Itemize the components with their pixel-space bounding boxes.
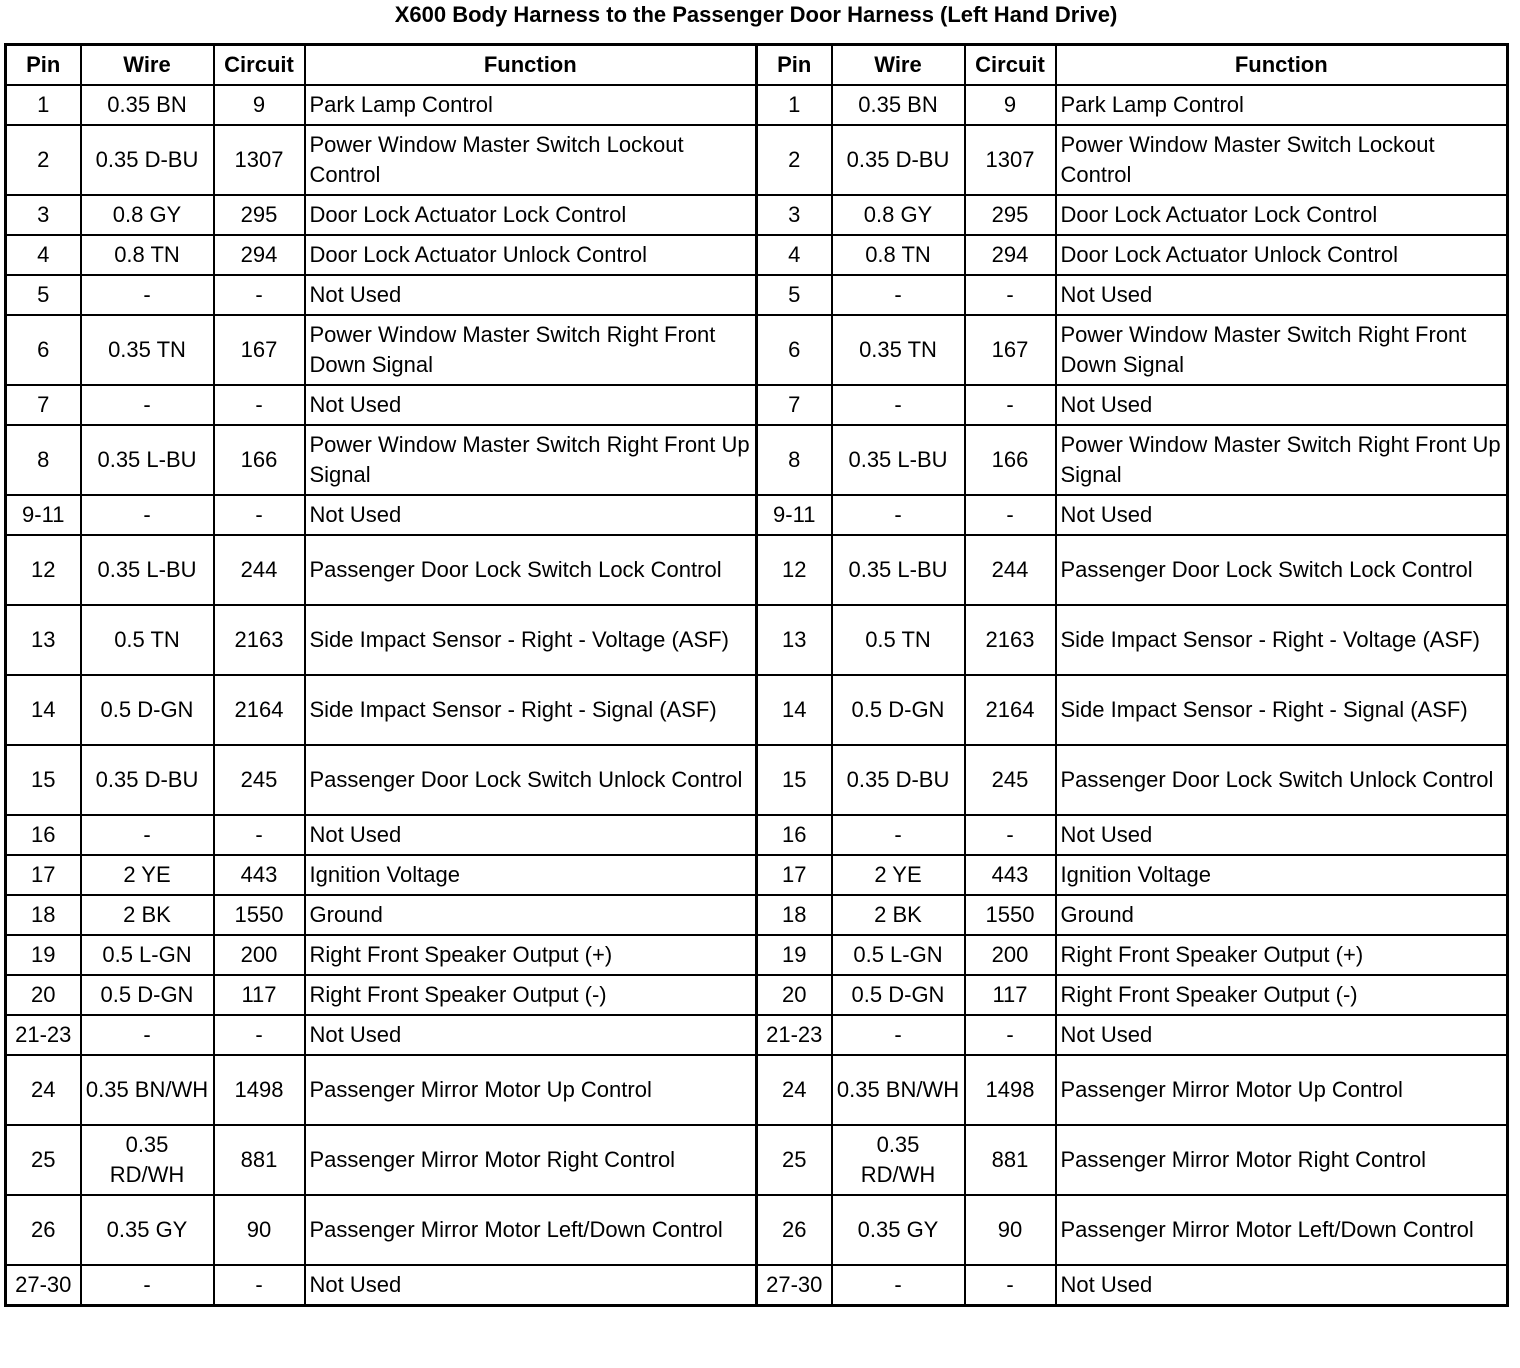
wire-cell: 0.8 TN (81, 235, 214, 275)
table-row (6, 1265, 1508, 1306)
pin-cell: 19 (6, 935, 81, 975)
header-pin: Pin (6, 45, 81, 86)
circuit-cell: 9 (965, 85, 1056, 125)
wire-cell: 0.35 RD/WH (81, 1125, 214, 1195)
wire-cell: 0.5 TN (832, 605, 965, 675)
function-cell: Power Window Master Switch Lockout Control (1056, 125, 1508, 195)
header-wire: Wire (832, 45, 965, 86)
wire-cell: 2 YE (832, 855, 965, 895)
table-row (6, 815, 1508, 855)
wire-cell: - (81, 495, 214, 535)
wire-cell: 0.5 D-GN (832, 675, 965, 745)
function-cell: Ground (1056, 895, 1508, 935)
pin-cell: 6 (757, 315, 832, 385)
pin-cell: 18 (6, 895, 81, 935)
circuit-cell: 1550 (965, 895, 1056, 935)
function-cell: Passenger Door Lock Switch Unlock Control (305, 745, 757, 815)
wire-cell: 0.5 L-GN (832, 935, 965, 975)
circuit-cell: 117 (965, 975, 1056, 1015)
pin-cell: 12 (757, 535, 832, 605)
pin-cell: 3 (757, 195, 832, 235)
pin-cell: 5 (757, 275, 832, 315)
circuit-cell: 245 (214, 745, 305, 815)
wire-cell: 0.35 TN (81, 315, 214, 385)
function-cell: Side Impact Sensor - Right - Signal (ASF) (305, 675, 757, 745)
circuit-cell: 245 (965, 745, 1056, 815)
table-row (6, 85, 1508, 125)
wire-cell: 0.5 D-GN (832, 975, 965, 1015)
table-row (6, 195, 1508, 235)
function-cell: Right Front Speaker Output (-) (1056, 975, 1508, 1015)
wire-cell: - (81, 815, 214, 855)
function-cell: Not Used (305, 815, 757, 855)
header-function: Function (305, 45, 757, 86)
circuit-cell: 244 (214, 535, 305, 605)
table-row (6, 125, 1508, 195)
table-row (6, 275, 1508, 315)
pin-cell: 1 (6, 85, 81, 125)
pin-cell: 17 (757, 855, 832, 895)
circuit-cell: - (965, 495, 1056, 535)
circuit-cell: 90 (214, 1195, 305, 1265)
wire-cell: 0.35 L-BU (81, 535, 214, 605)
function-cell: Not Used (305, 385, 757, 425)
wire-cell: 0.35 L-BU (832, 535, 965, 605)
pin-cell: 14 (6, 675, 81, 745)
pinout-table (4, 43, 1509, 1307)
pin-cell: 20 (6, 975, 81, 1015)
pin-cell: 18 (757, 895, 832, 935)
pin-cell: 12 (6, 535, 81, 605)
wire-cell: 0.35 D-BU (832, 125, 965, 195)
wire-cell: - (832, 1265, 965, 1306)
function-cell: Passenger Door Lock Switch Lock Control (305, 535, 757, 605)
pin-cell: 9-11 (757, 495, 832, 535)
pin-cell: 17 (6, 855, 81, 895)
function-cell: Door Lock Actuator Lock Control (1056, 195, 1508, 235)
table-row (6, 895, 1508, 935)
pin-cell: 15 (757, 745, 832, 815)
circuit-cell: 117 (214, 975, 305, 1015)
circuit-cell: - (965, 275, 1056, 315)
pin-cell: 19 (757, 935, 832, 975)
wire-cell: 0.5 TN (81, 605, 214, 675)
wire-cell: 0.35 D-BU (81, 125, 214, 195)
wire-cell: 0.5 D-GN (81, 975, 214, 1015)
table-row (6, 605, 1508, 675)
wire-cell: - (832, 275, 965, 315)
wire-cell: - (832, 495, 965, 535)
function-cell: Power Window Master Switch Right Front Down Signal (1056, 315, 1508, 385)
function-cell: Side Impact Sensor - Right - Voltage (ASF) (305, 605, 757, 675)
wire-cell: 2 BK (81, 895, 214, 935)
circuit-cell: 244 (965, 535, 1056, 605)
table-body (6, 85, 1508, 1306)
wire-cell: 0.35 BN (832, 85, 965, 125)
pin-cell: 16 (6, 815, 81, 855)
function-cell: Not Used (305, 495, 757, 535)
wire-cell: 0.35 TN (832, 315, 965, 385)
pin-cell: 13 (6, 605, 81, 675)
pin-cell: 6 (6, 315, 81, 385)
pin-cell: 2 (6, 125, 81, 195)
wire-cell: 2 YE (81, 855, 214, 895)
function-cell: Right Front Speaker Output (-) (305, 975, 757, 1015)
circuit-cell: 294 (965, 235, 1056, 275)
function-cell: Right Front Speaker Output (+) (1056, 935, 1508, 975)
pin-cell: 13 (757, 605, 832, 675)
wire-cell: 2 BK (832, 895, 965, 935)
circuit-cell: 443 (214, 855, 305, 895)
circuit-cell: - (965, 815, 1056, 855)
header-circuit: Circuit (214, 45, 305, 86)
pin-cell: 21-23 (757, 1015, 832, 1055)
wire-cell: - (832, 385, 965, 425)
pin-cell: 26 (6, 1195, 81, 1265)
pin-cell: 21-23 (6, 1015, 81, 1055)
wire-cell: - (832, 1015, 965, 1055)
table-row (6, 1195, 1508, 1265)
circuit-cell: - (214, 815, 305, 855)
circuit-cell: 167 (214, 315, 305, 385)
circuit-cell: 90 (965, 1195, 1056, 1265)
circuit-cell: 2163 (214, 605, 305, 675)
wire-cell: 0.8 TN (832, 235, 965, 275)
pin-cell: 1 (757, 85, 832, 125)
circuit-cell: - (965, 385, 1056, 425)
table-row (6, 495, 1508, 535)
table-row (6, 385, 1508, 425)
table-row (6, 935, 1508, 975)
circuit-cell: 167 (965, 315, 1056, 385)
table-row (6, 855, 1508, 895)
function-cell: Passenger Door Lock Switch Lock Control (1056, 535, 1508, 605)
wire-cell: 0.35 BN/WH (81, 1055, 214, 1125)
function-cell: Ground (305, 895, 757, 935)
header-function: Function (1056, 45, 1508, 86)
circuit-cell: 1307 (214, 125, 305, 195)
wire-cell: 0.35 GY (832, 1195, 965, 1265)
function-cell: Power Window Master Switch Lockout Control (305, 125, 757, 195)
function-cell: Passenger Mirror Motor Up Control (1056, 1055, 1508, 1125)
wire-cell: 0.5 D-GN (81, 675, 214, 745)
pin-cell: 9-11 (6, 495, 81, 535)
wire-cell: - (81, 275, 214, 315)
header-pin: Pin (757, 45, 832, 86)
circuit-cell: - (214, 1265, 305, 1306)
pin-cell: 7 (6, 385, 81, 425)
table-row (6, 1055, 1508, 1125)
function-cell: Passenger Mirror Motor Up Control (305, 1055, 757, 1125)
pin-cell: 26 (757, 1195, 832, 1265)
function-cell: Passenger Mirror Motor Right Control (1056, 1125, 1508, 1195)
header-row (6, 45, 1508, 86)
pin-cell: 4 (6, 235, 81, 275)
wire-cell: 0.8 GY (81, 195, 214, 235)
circuit-cell: 881 (214, 1125, 305, 1195)
circuit-cell: 2164 (965, 675, 1056, 745)
function-cell: Power Window Master Switch Right Front Down Signal (305, 315, 757, 385)
wire-cell: 0.35 BN (81, 85, 214, 125)
pin-cell: 15 (6, 745, 81, 815)
document-title: X600 Body Harness to the Passenger Door Harness (Left Hand Drive) (394, 2, 1118, 27)
circuit-cell: 1498 (214, 1055, 305, 1125)
table-row (6, 1015, 1508, 1055)
function-cell: Not Used (1056, 495, 1508, 535)
function-cell: Passenger Mirror Motor Right Control (305, 1125, 757, 1195)
pin-cell: 7 (757, 385, 832, 425)
pin-cell: 8 (6, 425, 81, 495)
circuit-cell: 166 (965, 425, 1056, 495)
circuit-cell: - (214, 1015, 305, 1055)
circuit-cell: - (214, 385, 305, 425)
function-cell: Not Used (1056, 385, 1508, 425)
table-row (6, 535, 1508, 605)
function-cell: Passenger Mirror Motor Left/Down Control (305, 1195, 757, 1265)
pin-cell: 24 (6, 1055, 81, 1125)
header-circuit: Circuit (965, 45, 1056, 86)
wire-cell: 0.35 L-BU (81, 425, 214, 495)
table-row (6, 745, 1508, 815)
wire-cell: - (81, 1015, 214, 1055)
circuit-cell: 1550 (214, 895, 305, 935)
function-cell: Side Impact Sensor - Right - Signal (ASF) (1056, 675, 1508, 745)
function-cell: Power Window Master Switch Right Front Up Signal (1056, 425, 1508, 495)
wire-cell: 0.5 L-GN (81, 935, 214, 975)
function-cell: Door Lock Actuator Lock Control (305, 195, 757, 235)
function-cell: Door Lock Actuator Unlock Control (305, 235, 757, 275)
function-cell: Park Lamp Control (1056, 85, 1508, 125)
function-cell: Not Used (1056, 815, 1508, 855)
wire-cell: - (832, 815, 965, 855)
wire-cell: 0.8 GY (832, 195, 965, 235)
function-cell: Passenger Mirror Motor Left/Down Control (1056, 1195, 1508, 1265)
wire-cell: - (81, 1265, 214, 1306)
pin-cell: 27-30 (757, 1265, 832, 1306)
function-cell: Door Lock Actuator Unlock Control (1056, 235, 1508, 275)
circuit-cell: 200 (965, 935, 1056, 975)
circuit-cell: 295 (965, 195, 1056, 235)
table-row (6, 235, 1508, 275)
function-cell: Not Used (1056, 1265, 1508, 1306)
circuit-cell: 200 (214, 935, 305, 975)
circuit-cell: 9 (214, 85, 305, 125)
pin-cell: 20 (757, 975, 832, 1015)
function-cell: Park Lamp Control (305, 85, 757, 125)
pin-cell: 25 (757, 1125, 832, 1195)
pin-cell: 24 (757, 1055, 832, 1125)
pin-cell: 2 (757, 125, 832, 195)
circuit-cell: - (965, 1265, 1056, 1306)
circuit-cell: 2164 (214, 675, 305, 745)
function-cell: Not Used (305, 275, 757, 315)
circuit-cell: 443 (965, 855, 1056, 895)
circuit-cell: 294 (214, 235, 305, 275)
wire-cell: 0.35 RD/WH (832, 1125, 965, 1195)
pin-cell: 3 (6, 195, 81, 235)
function-cell: Not Used (305, 1265, 757, 1306)
circuit-cell: 1498 (965, 1055, 1056, 1125)
wire-cell: 0.35 GY (81, 1195, 214, 1265)
table-row (6, 1125, 1508, 1195)
pin-cell: 16 (757, 815, 832, 855)
function-cell: Side Impact Sensor - Right - Voltage (ASF) (1056, 605, 1508, 675)
wire-cell: - (81, 385, 214, 425)
function-cell: Not Used (1056, 1015, 1508, 1055)
pin-cell: 8 (757, 425, 832, 495)
circuit-cell: 881 (965, 1125, 1056, 1195)
table-row (6, 675, 1508, 745)
circuit-cell: 2163 (965, 605, 1056, 675)
function-cell: Ignition Voltage (1056, 855, 1508, 895)
function-cell: Not Used (1056, 275, 1508, 315)
wire-cell: 0.35 D-BU (832, 745, 965, 815)
pin-cell: 4 (757, 235, 832, 275)
wire-cell: 0.35 L-BU (832, 425, 965, 495)
table-row (6, 975, 1508, 1015)
header-wire: Wire (81, 45, 214, 86)
pin-cell: 14 (757, 675, 832, 745)
wire-cell: 0.35 BN/WH (832, 1055, 965, 1125)
function-cell: Passenger Door Lock Switch Unlock Control (1056, 745, 1508, 815)
function-cell: Power Window Master Switch Right Front Up Signal (305, 425, 757, 495)
pin-cell: 27-30 (6, 1265, 81, 1306)
circuit-cell: - (214, 495, 305, 535)
function-cell: Not Used (305, 1015, 757, 1055)
circuit-cell: - (965, 1015, 1056, 1055)
circuit-cell: 1307 (965, 125, 1056, 195)
function-cell: Right Front Speaker Output (+) (305, 935, 757, 975)
function-cell: Ignition Voltage (305, 855, 757, 895)
circuit-cell: 166 (214, 425, 305, 495)
table-row (6, 425, 1508, 495)
table-row (6, 315, 1508, 385)
pin-cell: 5 (6, 275, 81, 315)
circuit-cell: 295 (214, 195, 305, 235)
wire-cell: 0.35 D-BU (81, 745, 214, 815)
circuit-cell: - (214, 275, 305, 315)
pin-cell: 25 (6, 1125, 81, 1195)
